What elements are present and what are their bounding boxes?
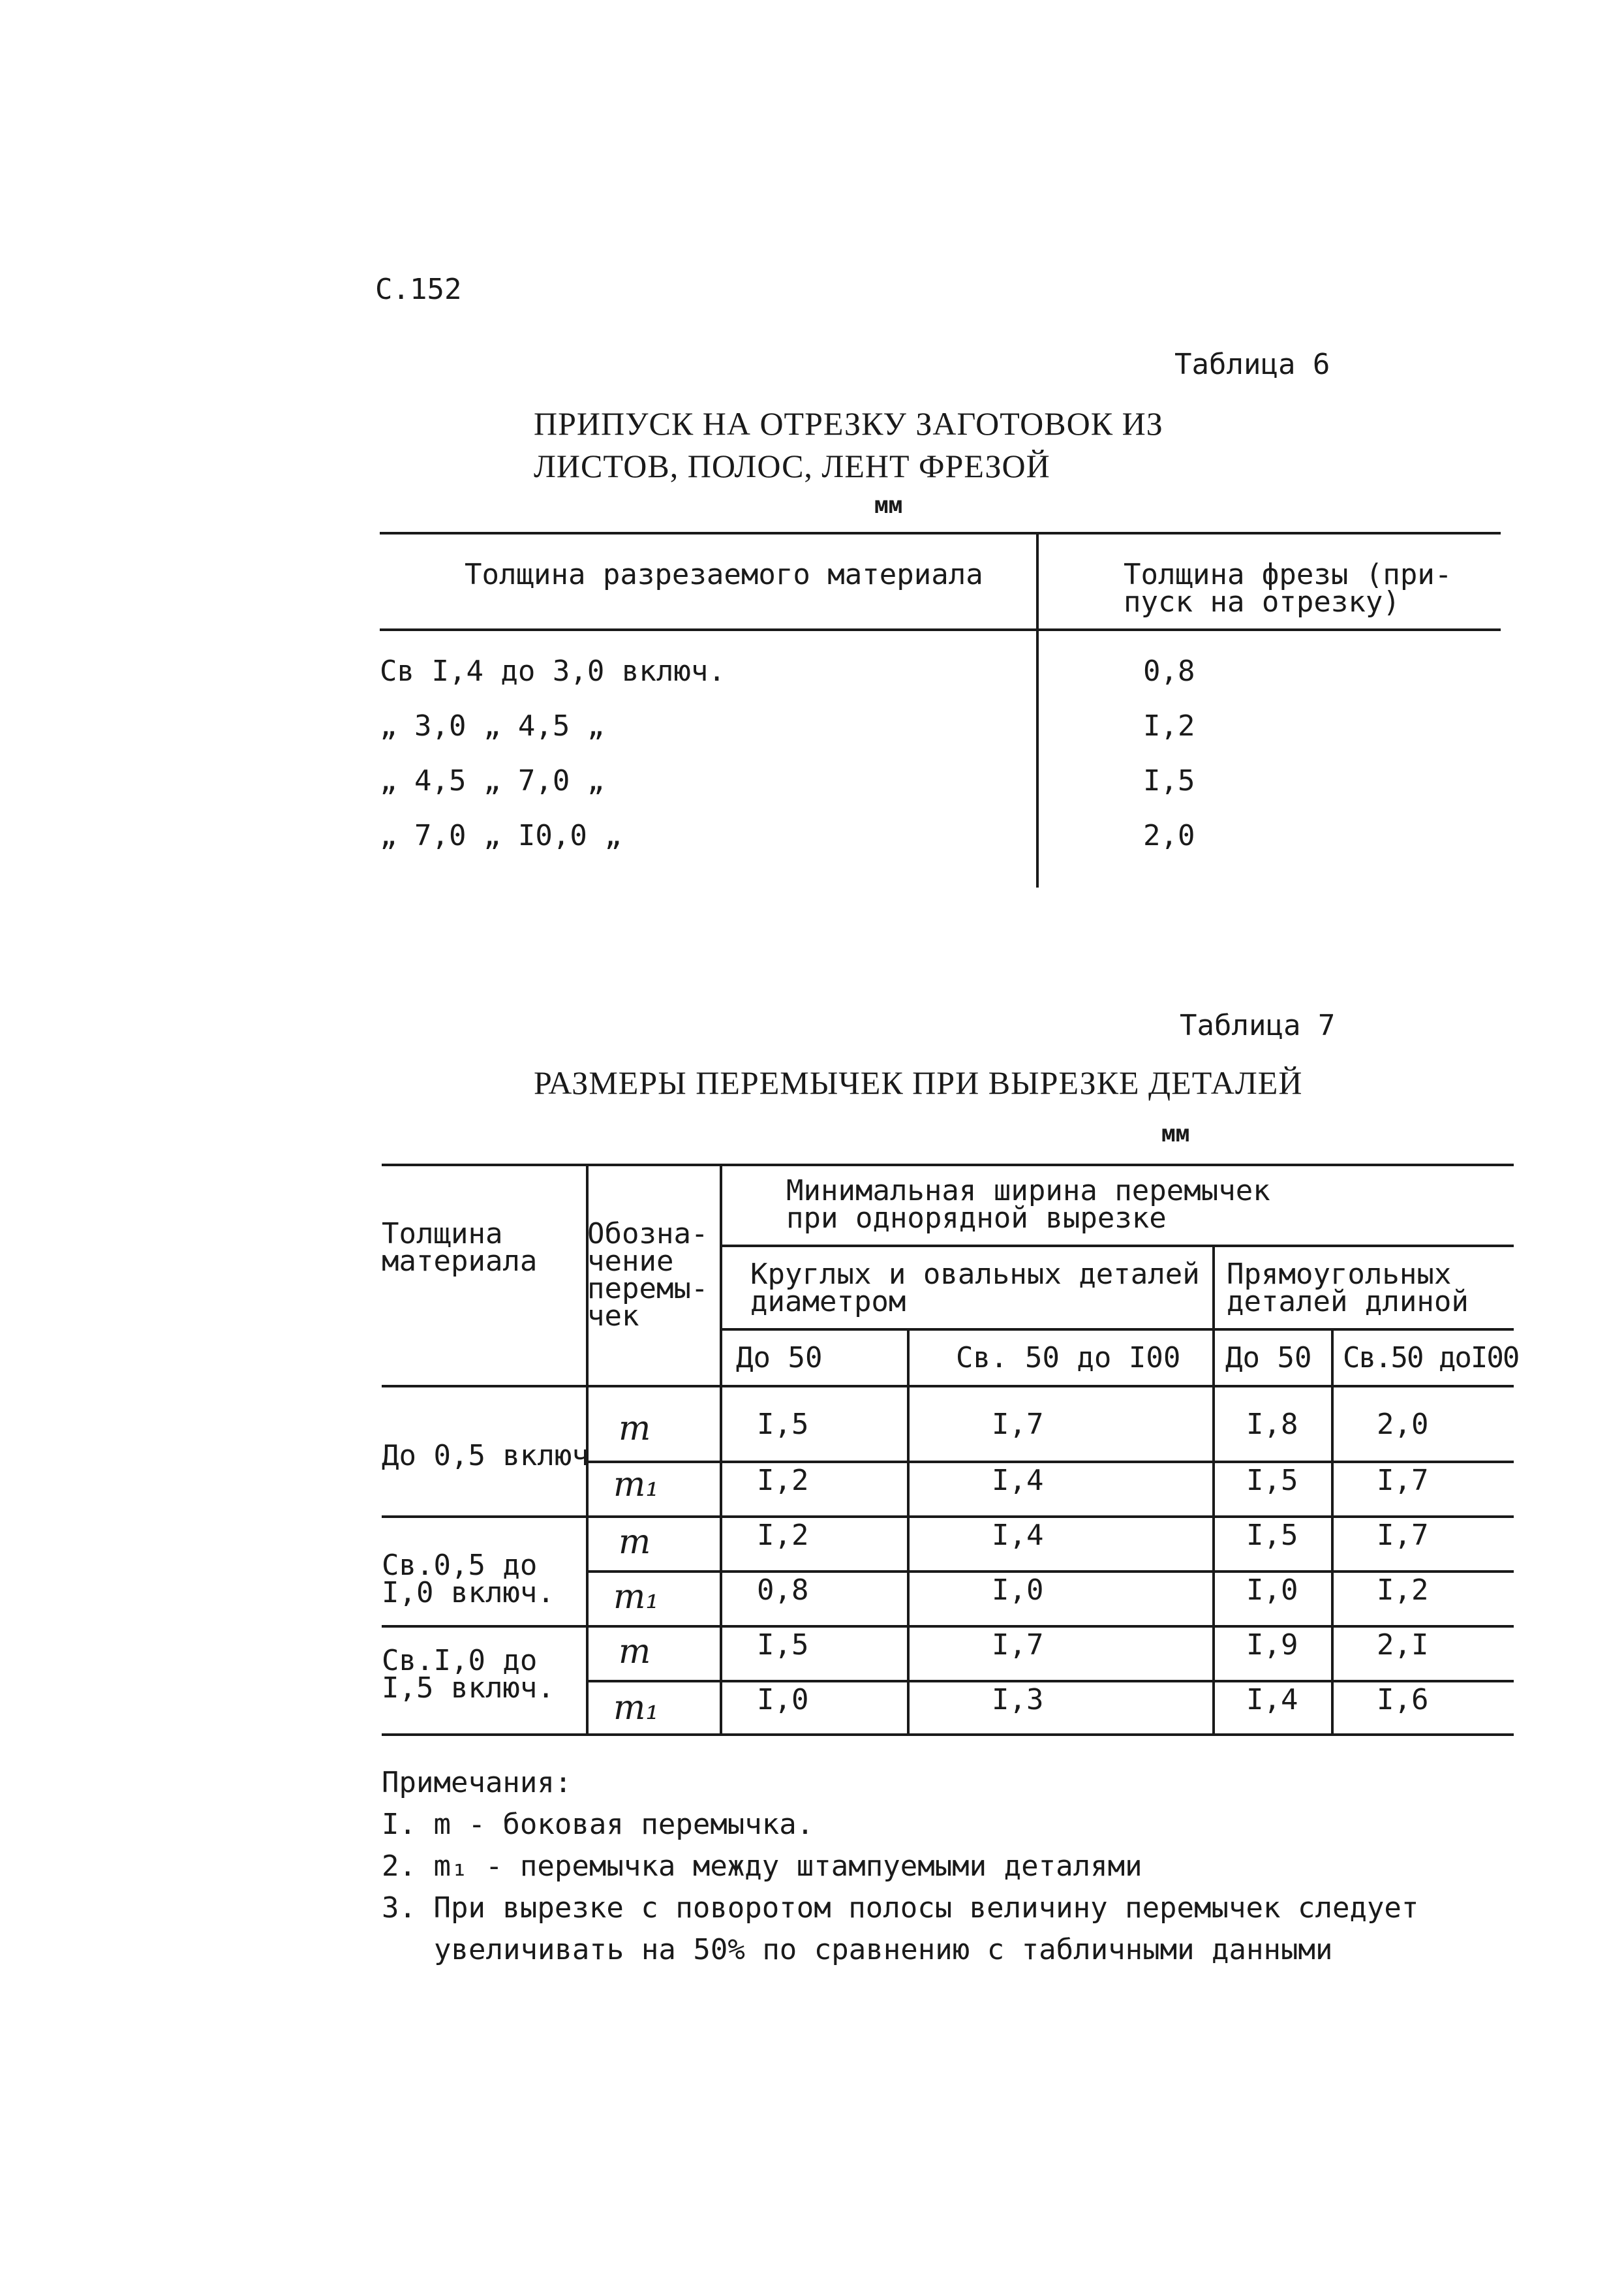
table7-vline-rect xyxy=(1212,1245,1215,1735)
table7-group-rule-1 xyxy=(382,1515,1514,1518)
table7-group-rule-2 xyxy=(382,1625,1514,1628)
table7-g2-r2-v3: I,0 xyxy=(1246,1573,1298,1607)
table7-g1-r2-v4: I,7 xyxy=(1377,1464,1429,1497)
table7-row-rule-1 xyxy=(587,1461,1514,1463)
table7-h-design-line4: чек xyxy=(587,1299,639,1333)
table7-g1-r1-v2: I,7 xyxy=(992,1408,1044,1441)
table7-h-design-line3: перемы- xyxy=(587,1272,709,1305)
table7-h-thickness-line1: Толщина xyxy=(382,1217,503,1250)
table7-unit: мм xyxy=(1161,1121,1190,1147)
notes-heading: Примечания: xyxy=(382,1766,572,1799)
table7-g3-r2-symbol: m₁ xyxy=(613,1688,660,1727)
page-number: С.152 xyxy=(375,273,462,306)
table7-row-rule-2 xyxy=(587,1570,1514,1573)
table7-g3-thickness-line1: Св.I,0 до xyxy=(382,1644,538,1677)
table7-g2-r1-symbol: m xyxy=(619,1523,651,1562)
table7-g2-r1-v1: I,2 xyxy=(757,1519,809,1552)
table7-label: Таблица 7 xyxy=(1180,1009,1336,1042)
table7-g1-r2-symbol: m₁ xyxy=(613,1465,660,1504)
table7-g3-r1-symbol: m xyxy=(619,1632,651,1671)
table6-label: Таблица 6 xyxy=(1174,348,1330,381)
table7-sub-header-4: Св.50 доI00 xyxy=(1343,1341,1519,1374)
table7-vline-round-split xyxy=(907,1328,910,1735)
table6-column-divider xyxy=(1036,532,1039,888)
note-3-continued: увеличивать на 50% по сравнению с табличными данными xyxy=(434,1933,1333,1966)
table6-title-line2: ЛИСТОВ, ПОЛОС, ЛЕНТ ФРЕЗОЙ xyxy=(534,448,1050,484)
table6-row3-thickness: „ 4,5 „ 7,0 „ xyxy=(380,764,605,798)
table6-title-line1: ПРИПУСК НА ОТРЕЗКУ ЗАГОТОВОК ИЗ xyxy=(534,405,1163,442)
table7-g1-r1-v4: 2,0 xyxy=(1377,1408,1429,1441)
table7-g2-r2-v1: 0,8 xyxy=(757,1573,809,1607)
table7-bottom-rule xyxy=(382,1733,1514,1736)
table7-g1-r2-v2: I,4 xyxy=(992,1464,1044,1497)
table7-g2-r1-v4: I,7 xyxy=(1377,1519,1429,1552)
table6-row2-allowance: I,2 xyxy=(1143,709,1195,743)
table6-header-rule xyxy=(380,628,1501,631)
table7-g1-r1-v1: I,5 xyxy=(757,1408,809,1441)
table7-g3-r2-v3: I,4 xyxy=(1246,1683,1298,1716)
table7-row-rule-3 xyxy=(587,1680,1514,1682)
table7-sub-header-3: До 50 xyxy=(1225,1341,1312,1374)
table7-group-rule xyxy=(721,1328,1514,1331)
table7-g2-r1-v2: I,4 xyxy=(992,1519,1044,1552)
table6-top-rule xyxy=(380,532,1501,534)
table7-h-round-line1: Круглых и овальных деталей xyxy=(750,1258,1200,1291)
table7-h-rect-line1: Прямоугольных xyxy=(1227,1258,1452,1291)
note-2: 2. m₁ - перемычка между штампуемыми деталями xyxy=(382,1850,1142,1883)
table6-unit: мм xyxy=(874,492,903,519)
table6-col2-header-line1: Толщина фрезы (при- xyxy=(1124,558,1452,591)
table6-col2-header-line2: пуск на отрезку) xyxy=(1124,585,1400,619)
table7-g3-r1-v3: I,9 xyxy=(1246,1628,1298,1662)
table7-vline-rect-split xyxy=(1331,1328,1334,1735)
note-3: 3. При вырезке с поворотом полосы величину перемычек следует xyxy=(382,1891,1419,1925)
table6-row4-thickness: „ 7,0 „ I0,0 „ xyxy=(380,819,622,852)
note-1: I. m - боковая перемычка. xyxy=(382,1808,814,1841)
table7-h-thickness-line2: материала xyxy=(382,1245,538,1278)
table7-h-min-line1: Минимальная ширина перемычек xyxy=(786,1174,1270,1207)
table7-h-round-line2: диаметром xyxy=(750,1285,906,1318)
table7-h-min-line2: при однорядной вырезке xyxy=(786,1201,1167,1235)
table7-g2-r2-v2: I,0 xyxy=(992,1573,1044,1607)
table7-g1-r2-v3: I,5 xyxy=(1246,1464,1298,1497)
table6-row1-thickness: Св I,4 до 3,0 включ. xyxy=(380,655,726,688)
table6-col1-header: Толщина разрезаемого материала xyxy=(465,558,983,591)
table7-h-design-line1: Обозна- xyxy=(587,1217,709,1250)
table7-min-width-rule xyxy=(721,1245,1514,1247)
table7-g1-r1-symbol: m xyxy=(619,1409,651,1448)
table6-row4-allowance: 2,0 xyxy=(1143,819,1195,852)
table7-g3-r2-v2: I,3 xyxy=(992,1683,1044,1716)
table7-g3-r1-v1: I,5 xyxy=(757,1628,809,1662)
table7-top-rule xyxy=(382,1164,1514,1166)
table7-g3-r1-v2: I,7 xyxy=(992,1628,1044,1662)
table6-row1-allowance: 0,8 xyxy=(1143,655,1195,688)
table7-g2-thickness-line1: Св.0,5 до xyxy=(382,1549,538,1582)
table7-sub-header-2: Св. 50 до I00 xyxy=(956,1341,1181,1374)
table7-g3-r1-v4: 2,I xyxy=(1377,1628,1429,1662)
table7-g2-r2-symbol: m₁ xyxy=(613,1577,660,1617)
table7-g3-r2-v1: I,0 xyxy=(757,1683,809,1716)
table6-row2-thickness: „ 3,0 „ 4,5 „ xyxy=(380,709,605,743)
table7-header-rule xyxy=(382,1385,1514,1387)
table7-g3-thickness-line2: I,5 включ. xyxy=(382,1671,555,1705)
table7-g3-r2-v4: I,6 xyxy=(1377,1683,1429,1716)
table6-row3-allowance: I,5 xyxy=(1143,764,1195,798)
table7-g1-r1-v3: I,8 xyxy=(1246,1408,1298,1441)
table7-vline-values xyxy=(720,1164,722,1735)
table7-g1-r2-v1: I,2 xyxy=(757,1464,809,1497)
table7-title: РАЗМЕРЫ ПЕРЕМЫЧЕК ПРИ ВЫРЕЗКЕ ДЕТАЛЕЙ xyxy=(534,1064,1303,1101)
table7-g2-r2-v4: I,2 xyxy=(1377,1573,1429,1607)
table7-sub-header-1: До 50 xyxy=(736,1341,823,1374)
table7-g1-thickness-line1: До 0,5 включ xyxy=(382,1439,589,1472)
table7-h-rect-line2: деталей длиной xyxy=(1227,1285,1469,1318)
table7-h-design-line2: чение xyxy=(587,1245,674,1278)
table7-g2-r1-v3: I,5 xyxy=(1246,1519,1298,1552)
table7-g2-thickness-line2: I,0 включ. xyxy=(382,1576,555,1609)
